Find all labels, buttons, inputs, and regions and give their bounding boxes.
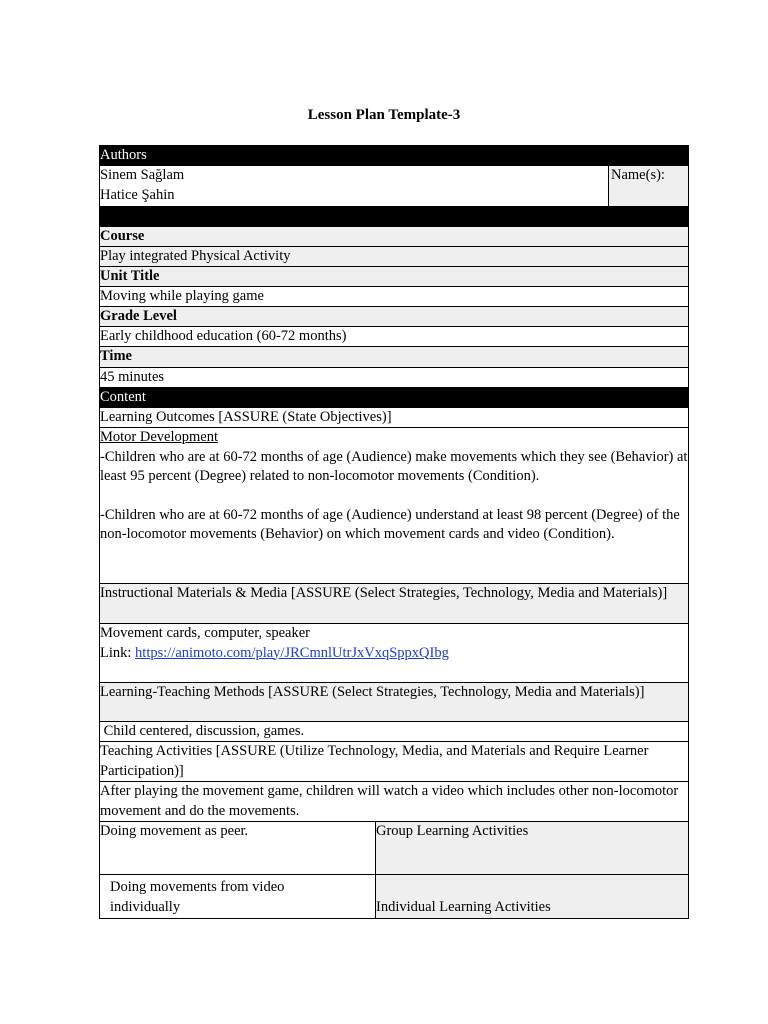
outcome-gap <box>100 487 688 506</box>
authors-list <box>100 166 608 206</box>
grade-level-label: Grade Level <box>99 306 689 326</box>
peer-activity-text: Doing movement as peer. <box>100 823 249 839</box>
materials-value: Movement cards, computer, speaker <box>100 625 310 641</box>
authors-row <box>99 165 689 206</box>
motor-development-heading: Motor Development <box>100 429 218 445</box>
individual-activity-text: Doing movements from video individually <box>110 879 285 915</box>
materials-label: Instructional Materials & Media [ASSURE (Select Strategies, Technology, Media and Materials)] <box>99 583 689 623</box>
individual-activity-row <box>99 874 689 919</box>
group-learning-label: Group Learning Activities <box>376 823 529 839</box>
authors-header <box>99 145 689 165</box>
materials-body <box>99 623 689 682</box>
individual-activity-cell <box>100 875 375 918</box>
course-label: Course <box>99 226 689 246</box>
outcome-1: -Children who are at 60-72 months of age (Audience) make movements which they see (Behavior) at least 95 percent (Degree) related to non-locomotor movements (Condition). <box>100 448 688 484</box>
author-1: Sinem Sağlam <box>100 167 185 183</box>
authors-header-label: Authors <box>100 147 147 163</box>
link-prefix: Link: <box>100 644 136 661</box>
individual-label-cell <box>375 875 688 918</box>
group-label-cell <box>375 822 688 874</box>
methods-label: Learning-Teaching Methods [ASSURE (Select Strategies, Technology, Media and Materials)] <box>99 682 689 721</box>
names-cell <box>608 166 688 206</box>
grade-level-value: Early childhood education (60-72 months) <box>99 326 689 346</box>
teaching-activities-label: Teaching Activities [ASSURE (Utilize Technology, Media, and Materials and Require Learner Participation)] <box>99 741 689 781</box>
author-2: Hatice Şahin <box>100 186 175 203</box>
methods-value: Child centered, discussion, games. <box>99 721 689 741</box>
unit-title-value: Moving while playing game <box>99 286 689 306</box>
group-activity-row <box>99 821 689 874</box>
unit-title-label: Unit Title <box>99 266 689 286</box>
teaching-activities-value: After playing the movement game, children will watch a video which includes other non-locomotor movement and do the movements. <box>99 781 689 821</box>
content-header: Content <box>99 387 689 407</box>
time-value: 45 minutes <box>99 367 689 387</box>
page-title: Lesson Plan Template-3 <box>307 107 461 123</box>
animoto-link[interactable]: https://animoto.com/play/JRCmnlUtrJxVxqSppxQIbg <box>135 644 449 661</box>
materials-link-line <box>100 644 688 664</box>
individual-learning-label: Individual Learning Activities <box>376 899 551 915</box>
course-value: Play integrated Physical Activity <box>99 246 689 266</box>
learning-outcomes-label: Learning Outcomes [ASSURE (State Objectives)] <box>99 407 689 427</box>
black-separator <box>99 206 689 226</box>
time-label: Time <box>99 346 689 367</box>
learning-outcomes-body <box>99 427 689 583</box>
names-label: Name(s): <box>611 167 665 183</box>
outcome-2: -Children who are at 60-72 months of age (Audience) understand at least 98 percent (Degree) of the non-locomotor movements (Behavior) on which movement cards and video (Condition). <box>100 506 680 542</box>
peer-activity-cell <box>100 822 375 874</box>
